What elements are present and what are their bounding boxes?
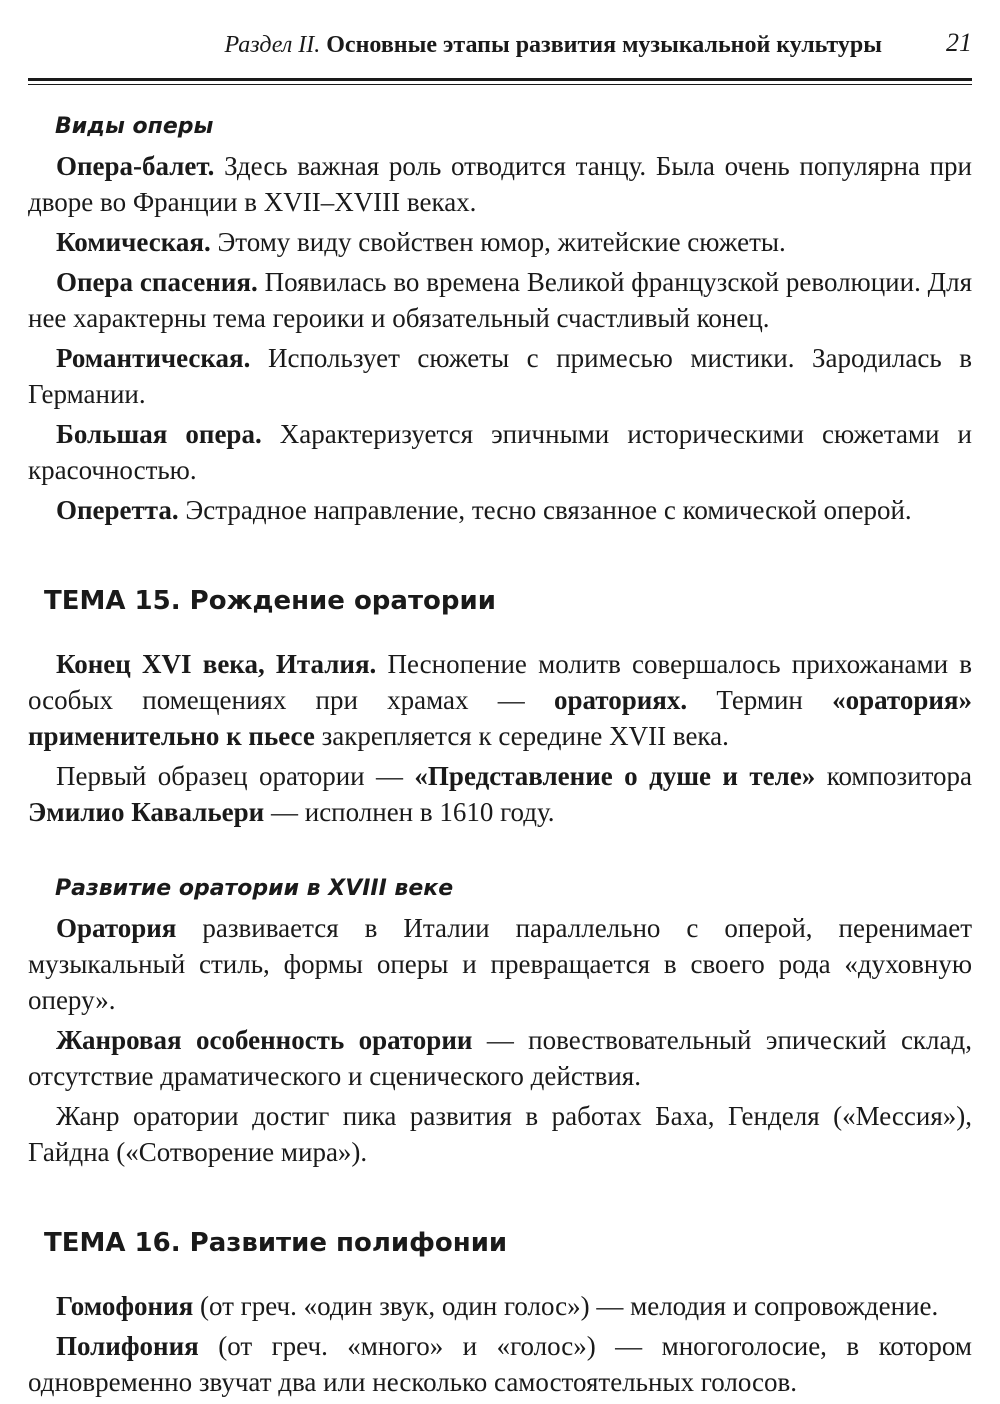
opera-type-term: Большая опера.	[56, 419, 262, 449]
polyphony-paragraph	[28, 1328, 972, 1400]
body-text: закрепляется к середине XVII века.	[314, 721, 729, 751]
body-text: — исполнен в 1610 году.	[264, 797, 555, 827]
opera-type-text: Здесь важная роль отводится танцу. Была очень популярна при дворе во Франции в XVII–XVIII веках.	[28, 151, 972, 217]
opera-type-paragraph	[28, 148, 972, 220]
bold-phrase: Жанровая особенность оратории	[56, 1025, 473, 1055]
opera-type-text: Появилась во времена Великой французской революции. Для нее характерны тема героики и обязательный счастливый конец.	[28, 267, 972, 333]
body-text: Термин	[687, 685, 833, 715]
body-text: — повествовательный эпический склад, отсутствие драматического и сценического действия.	[28, 1025, 972, 1091]
opera-type-text: Эстрадное направление, тесно связанное с комической оперой.	[178, 495, 912, 525]
page-number: 21	[946, 28, 972, 57]
body-text: композитора	[815, 761, 973, 791]
opera-type-term: Комическая.	[56, 227, 211, 257]
opera-type-term: Романтическая.	[56, 343, 251, 373]
topic-15-heading: ТЕМА 15. Рождение оратории	[44, 586, 496, 616]
bold-phrase: Эмилио Кавальери	[28, 797, 265, 827]
opera-type-paragraph	[28, 224, 972, 260]
header-rule-thick	[28, 78, 972, 81]
opera-type-text: Использует сюжеты с примесью мистики. Зародилась в Германии.	[28, 343, 972, 409]
oratorio-development-paragraph	[28, 910, 972, 1018]
body-text: Жанр оратории достиг пика развития в работах Баха, Генделя («Мессия»), Гайдна («Сотворение мира»).	[28, 1101, 972, 1167]
oratorio-peak-paragraph	[28, 1098, 972, 1170]
bold-phrase: ораториях.	[553, 685, 688, 715]
header-title: Основные этапы развития музыкальной культуры	[326, 32, 882, 58]
header-text	[225, 30, 882, 60]
opera-types-heading: Виды оперы	[55, 114, 214, 139]
homophony-paragraph	[28, 1288, 972, 1324]
opera-type-text: Этому виду свойствен юмор, житейские сюжеты.	[210, 227, 786, 257]
oratorio-18th-century-heading: Развитие оратории в XVIII веке	[55, 876, 454, 901]
body-text: (от греч. «один звук, один голос») — мелодия и сопровождение.	[193, 1291, 939, 1321]
oratorio-genre-paragraph	[28, 1022, 972, 1094]
book-page	[28, 0, 972, 1404]
body-text: Первый образец оратории —	[56, 761, 415, 791]
opera-type-term: Оперетта.	[56, 495, 179, 525]
opera-type-paragraph	[28, 340, 972, 412]
topic-16-heading: ТЕМА 16. Развитие полифонии	[44, 1228, 508, 1258]
bold-phrase: Полифония	[56, 1331, 199, 1361]
oratorio-origin-paragraph	[28, 646, 972, 754]
opera-type-text: Характеризуется эпичными историческими сюжетами и красочностью.	[28, 419, 972, 485]
bold-phrase: Оратория	[56, 913, 177, 943]
opera-type-term: Опера-балет.	[56, 151, 215, 181]
first-oratorio-paragraph	[28, 758, 972, 830]
opera-type-paragraph	[28, 492, 972, 528]
bold-phrase: «оратория» применительно к пьесе	[28, 685, 972, 751]
opera-type-term: Опера спасения.	[56, 267, 258, 297]
bold-phrase: «Представление о душе и теле»	[414, 761, 816, 791]
header-rule-thin	[28, 84, 972, 85]
opera-type-paragraph	[28, 264, 972, 336]
body-text: развивается в Италии параллельно с оперой, перенимает музыкальный стиль, формы оперы и превращается в своего рода «духовную оперу».	[28, 913, 972, 1015]
body-text: (от греч. «много» и «голос») — многоголосие, в котором одновременно звучат два или несколько самостоятельных голосов.	[28, 1331, 972, 1397]
header-section: Раздел II.	[224, 32, 321, 58]
opera-type-paragraph	[28, 416, 972, 488]
bold-phrase: Конец XVI века, Италия.	[56, 649, 377, 679]
bold-phrase: Гомофония	[56, 1291, 194, 1321]
body-text: Песнопение молитв совершалось прихожанами в особых помещениях при храмах —	[28, 649, 972, 715]
running-header	[28, 0, 972, 80]
